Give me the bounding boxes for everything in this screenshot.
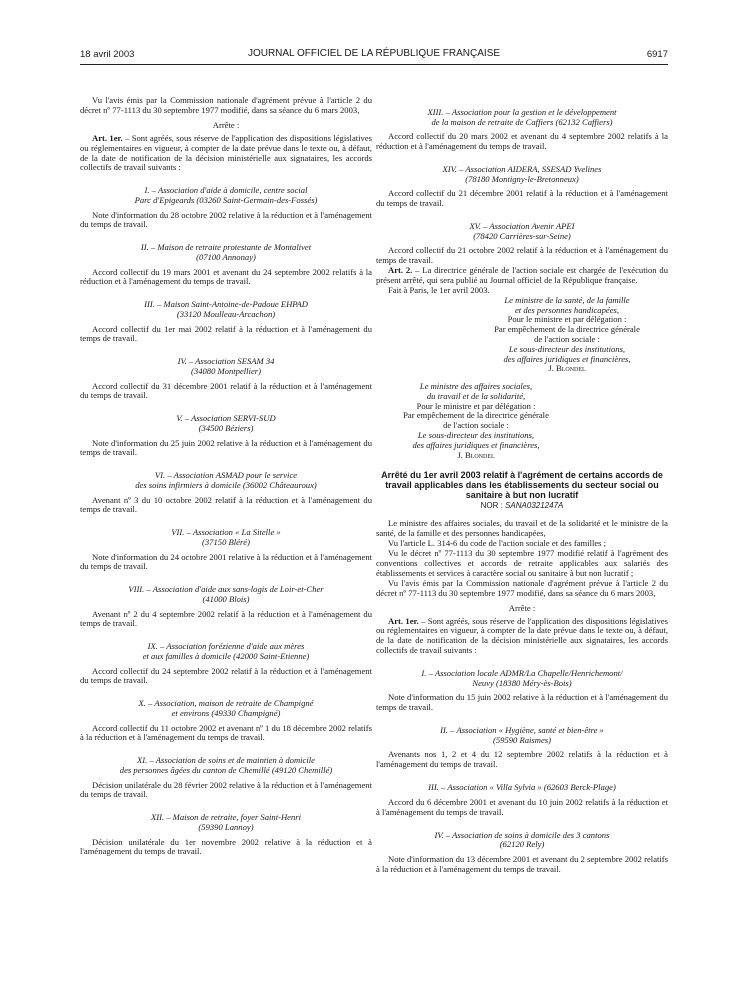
item-heading <box>80 300 372 319</box>
item-heading-line: Neuvy (18380 Méry-ès-Bois) <box>472 677 572 688</box>
item-heading-line: II. – Association « Hygiène, santé et bien-être » <box>440 725 604 736</box>
item-heading-line: VIII. – Association d'aide aux sans-logis de Loir-et-Cher <box>128 584 324 595</box>
item-heading <box>80 528 372 547</box>
item-heading-line: XI. – Association de soins et de maintien à domicile <box>137 755 315 766</box>
item-heading <box>80 186 372 205</box>
item-heading-line: Parc d'Epigeards (03260 Saint-Germain-des-Fossés) <box>134 194 318 205</box>
signature-line: Pour le ministre et par délégation : <box>416 400 536 411</box>
item-heading-line: (78420 Carrières-sur-Seine) <box>473 230 571 241</box>
item-text: Note d'information du 13 décembre 2001 et avenant du 2 septembre 2002 relatifs à la réduction et à l'aménagement du temps de travail. <box>376 853 668 874</box>
article-1-text: – Sont agréés, sous réserve de l'application des dispositions législatives ou réglementaires en vigueur, à compter de la date prévue dans le texte ou, à défaut, de la date de notification de la décision ministérielle aux signataires, les accords collectifs de travail suivants : <box>80 132 372 173</box>
item-heading-line: (59590 Raismes) <box>493 734 551 745</box>
item-heading <box>80 813 372 832</box>
article-1-label: Art. 1er. <box>92 132 123 143</box>
item-heading-line: (41000 Blois) <box>202 593 250 604</box>
item-heading-line: et environs (49330 Champigné) <box>171 707 281 718</box>
item-text: Décision unilatérale du 1er novembre 2002 relative à la réduction et à l'aménagement du temps de travail. <box>80 836 372 857</box>
item-text: Note d'information du 15 juin 2002 relative à la réduction et à l'aménagement du temps de travail. <box>376 692 668 713</box>
right-column <box>376 95 668 875</box>
item-heading <box>80 699 372 718</box>
arrete-title: Arrêté du 1er avril 2003 relatif à l'agrément de certains accords de travail applicables dans les établissements du secteur social ou sanitaire à but non lucratif <box>381 470 663 501</box>
signature-block-2 <box>376 382 576 460</box>
signature-line: J. Blondel <box>548 363 586 374</box>
item-heading-line: (37150 Bléré) <box>202 536 250 547</box>
item-heading-line: (34080 Montpellier) <box>191 365 261 376</box>
item-heading-line: (78180 Montigny-le-Bretonneux) <box>465 173 579 184</box>
arrete-label-2: Arrête : <box>508 602 536 613</box>
item-heading-line: des soins infirmiers à domicile (36002 Châteauroux) <box>135 479 317 490</box>
signature-line: Par empêchement de la directrice générale <box>494 324 640 335</box>
article-1 <box>80 134 372 174</box>
item-heading-line: III. – Maison Saint-Antoine-de-Padoue EHPAD <box>144 299 308 310</box>
signature-line: Pour le ministre et par délégation : <box>507 314 627 325</box>
article-2-text: – La directrice générale de l'action sociale est chargée de l'exécution du présent arrêté, qui sera publié au Journal officiel de la République française. <box>376 265 668 285</box>
item-heading-line: V. – Association SERVI-SUD <box>176 413 276 424</box>
item-heading-line: (62120 Rely) <box>499 839 545 850</box>
signature-block-1 <box>466 296 668 374</box>
item-heading <box>376 222 668 241</box>
nor-value: SANA0321247A <box>505 501 564 511</box>
item-heading-line: IV. – Association de soins à domicile des 3 cantons <box>434 829 610 840</box>
item-heading-line: et aux familles à domicile (42000 Saint-Etienne) <box>142 650 310 661</box>
item-heading <box>376 783 668 793</box>
item-heading <box>376 669 668 688</box>
item-heading-line: IV. – Association SESAM 34 <box>177 356 275 367</box>
right-items-2 <box>376 669 668 874</box>
item-text: Avenant nº 2 du 4 septembre 2002 relatif à la réduction et à l'aménagement du temps de travail. <box>80 608 372 629</box>
item-heading <box>80 243 372 262</box>
item-heading <box>376 831 668 850</box>
item-text: Avenant nº 3 du 10 octobre 2002 relatif à la réduction et à l'aménagement du temps de travail. <box>80 494 372 515</box>
item-heading <box>80 471 372 490</box>
item-text: Accord collectif du 24 septembre 2002 relatif à la réduction et à l'aménagement du temps de travail. <box>80 665 372 686</box>
item-text: Note d'information du 28 octobre 2002 relative à la réduction et à l'aménagement du temps de travail. <box>80 209 372 230</box>
item-heading-line: I. – Association locale ADMR/La Chapelle/Henrichemont/ <box>421 668 623 679</box>
item-heading <box>80 585 372 604</box>
item-text: Accord collectif du 31 décembre 2001 relatif à la réduction et à l'aménagement du temps de travail. <box>80 380 372 401</box>
signature-line: des affaires juridiques et financières, <box>503 353 631 364</box>
item-heading-line: (34500 Béziers) <box>198 422 254 433</box>
nor-label: NOR : <box>480 501 506 511</box>
header-date: 18 avril 2003 <box>80 49 135 60</box>
signature-line: et des personnes handicapées, <box>514 304 620 315</box>
item-heading-line: I. – Association d'aide à domicile, centre social <box>144 185 308 196</box>
visa-paragraph: Vu l'article L. 314-6 du code de l'action sociale et des familles ; <box>388 538 607 549</box>
header-rule <box>80 64 668 65</box>
signature-line: Le sous-directeur des institutions, <box>508 343 626 354</box>
nor-line <box>376 501 668 511</box>
fait-a-paris: Fait à Paris, le 1er avril 2003. <box>388 284 490 295</box>
item-heading-line: VII. – Association « La Sitelle » <box>171 527 281 538</box>
page-number: 6917 <box>646 49 668 60</box>
item-heading-line: (07100 Annonay) <box>196 251 256 262</box>
item-heading-line: XV. – Association Avenir APEI <box>469 221 575 231</box>
signature-line: Le ministre de la santé, de la famille <box>504 294 630 305</box>
item-text: Note d'information du 24 octobre 2001 relative à la réduction et à l'aménagement du temps de travail. <box>80 551 372 572</box>
item-heading-line: XIII. – Association pour la gestion et le développement <box>427 107 617 117</box>
item-text: Accord collectif du 11 octobre 2002 et avenant nº 1 du 18 décembre 2002 relatifs à la réduction et à l'aménagement du temps de travail. <box>80 722 372 743</box>
item-heading-line: XII. – Maison de retraite, foyer Saint-Henri <box>150 812 302 823</box>
signature-line: J. Blondel <box>457 449 495 460</box>
visa-paragraph: Vu l'avis émis par la Commission nationale d'agrément prévue à l'article 2 du décret nº 77-1113 du 30 septembre 1977 modifié, dans sa séance du 6 mars 2003, <box>376 577 668 598</box>
item-text: Accord collectif du 21 octobre 2002 relatif à la réduction et à l'aménagement du temps de travail. <box>376 245 668 266</box>
item-text: Décision unilatérale du 28 février 2002 relative à la réduction et à l'aménagement du temps de travail. <box>80 779 372 800</box>
item-heading <box>376 726 668 745</box>
visa-paragraph: Vu le décret nº 77-1113 du 30 septembre 1977 modifié relatif à l'agrément des conventions collectives et accords de retraite applicables aux salariés des établissements et services à caractère social ou sanitaire à but non lucratif ; <box>376 548 668 578</box>
signature-line: Par empêchement de la directrice générale <box>403 410 549 421</box>
journal-title: JOURNAL OFFICIEL DE LA RÉPUBLIQUE FRANÇAISE <box>247 48 501 59</box>
item-text: Accord du 6 décembre 2001 et avenant du 10 juin 2002 relatifs à la réduction et à l'aménagement du temps de travail. <box>376 796 668 817</box>
item-heading-line: des personnes âgées du canton de Chemillé (49120 Chemillé) <box>119 764 333 775</box>
item-heading <box>376 108 668 127</box>
article-1-second-text: – Sont agréés, sous réserve de l'application des dispositions législatives ou réglementaires en vigueur, à compter de la date prévue dans le texte ou, à défaut, de la date de notification de la décision ministérielle aux signataires, les accords collectifs de travail suivants : <box>376 615 668 656</box>
item-heading <box>80 642 372 661</box>
intro-paragraph: Vu l'avis émis par la Commission nationale d'agrément prévue à l'article 2 du décret nº 77-1113 du 30 septembre 1977 modifié, dans sa séance du 6 mars 2003, <box>80 95 372 115</box>
item-text: Accord collectif du 1er mai 2002 relatif à la réduction et à l'aménagement du temps de travail. <box>80 323 372 344</box>
signature-line: Le sous-directeur des institutions, <box>417 430 535 441</box>
item-text: Avenants nos 1, 2 et 4 du 12 septembre 2002 relatifs à la réduction et à l'aménagement du temps de travail. <box>376 749 668 770</box>
left-column <box>80 96 372 857</box>
item-heading-line: II. – Maison de retraite protestante de Montalivet <box>140 242 312 253</box>
arrete-label: Arrête : <box>212 119 240 130</box>
signature-line: de l'action sociale : <box>534 333 600 344</box>
signature-line: des affaires juridiques et financières, <box>412 439 540 450</box>
item-heading-line: VI. – Association ASMAD pour le service <box>154 470 298 481</box>
item-heading <box>80 756 372 775</box>
item-heading-line: IX. – Association forézienne d'aide aux mères <box>147 641 305 652</box>
article-2 <box>376 266 668 286</box>
article-2-label: Art. 2. <box>388 265 413 275</box>
signature-line: Le ministre des affaires sociales, <box>419 381 533 392</box>
item-text: Accord collectif du 20 mars 2002 et avenant du 4 septembre 2002 relatifs à la réduction et à l'aménagement du temps de travail. <box>376 131 668 152</box>
visa-paragraph: Le ministre des affaires sociales, du travail et de la solidarité et le ministre de la santé, de la famille et des personnes handicapées, <box>376 518 668 539</box>
item-heading-line: (59390 Lannoy) <box>198 821 254 832</box>
article-1-second <box>376 617 668 657</box>
left-items <box>80 186 372 857</box>
page-header <box>80 49 668 63</box>
signature-line: du travail et de la solidarité, <box>426 390 526 401</box>
item-heading-line: III. – Association « Villa Sylvia » (62603 Berck-Plage) <box>428 782 616 793</box>
item-heading-line: (33120 Moulleau-Arcachon) <box>176 308 276 319</box>
item-heading <box>80 414 372 433</box>
item-text: Accord collectif du 21 décembre 2001 relatif à la réduction et à l'aménagement du temps de travail. <box>376 188 668 209</box>
item-heading-line: XIV. – Association AIDERA, SSESAD Yvelines <box>442 164 602 174</box>
signature-line: de l'action sociale : <box>443 420 509 431</box>
right-items <box>376 108 668 266</box>
item-heading-line: X. – Association, maison de retraite de Champigné <box>138 698 314 709</box>
visas-block <box>376 519 668 598</box>
item-text: Accord collectif du 19 mars 2001 et avenant du 24 septembre 2002 relatifs à la réduction et à l'aménagement du temps de travail. <box>80 266 372 287</box>
article-1-second-label: Art. 1er. <box>388 615 419 626</box>
item-text: Note d'information du 25 juin 2002 relative à la réduction et à l'aménagement du temps de travail. <box>80 437 372 458</box>
item-heading-line: de la maison de retraite de Caffiers (62132 Caffiers) <box>431 116 613 127</box>
item-heading <box>376 165 668 184</box>
item-heading <box>80 357 372 376</box>
